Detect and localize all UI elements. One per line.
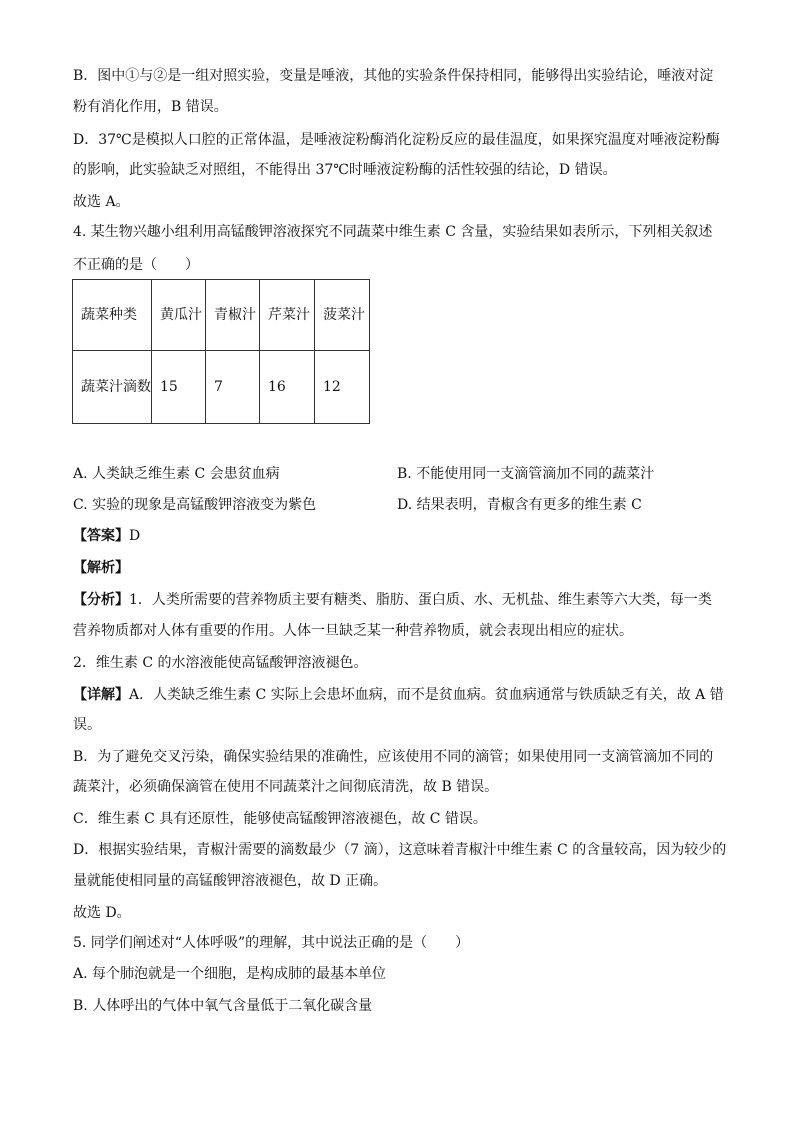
question-4-stem-end: 不正确的是（ ） xyxy=(73,257,199,273)
option-b: B. 不能使用同一支滴管滴加不同的蔬菜汁 xyxy=(397,466,655,482)
table-cell: 16 xyxy=(260,351,315,424)
text-line: C．维生素 C 具有还原性，能够使高锰酸钾溶液褪色，故 C 错误。 xyxy=(73,811,487,827)
text-line: 故选 D。 xyxy=(73,905,131,921)
fenxi-text: 1．人类所需要的营养物质主要有糖类、脂肪、蛋白质、水、无机盐、维生素等六大类，每一类 xyxy=(129,592,712,608)
vegetable-table xyxy=(72,279,370,424)
question-4-stem: 4. 某生物兴趣小组利用高锰酸钾溶液探究不同蔬菜中维生素 C 含量，实验结果如表所示，下列相关叙述 xyxy=(73,224,713,240)
option-d: D. 结果表明，青椒含有更多的维生素 C xyxy=(397,497,642,513)
table-cell: 15 xyxy=(152,351,206,424)
text-line: 蔬菜汁，必须确保滴管在使用不同蔬菜汁之间彻底清洗，故 B 错误。 xyxy=(73,779,499,795)
table-header-cell: 蔬菜种类 xyxy=(73,280,152,351)
text-line: 营养物质都对人体有重要的作用。人体一旦缺乏某一种营养物质，就会表现出相应的症状。 xyxy=(73,623,633,639)
table-header-cell: 菠菜汁 xyxy=(315,280,370,351)
text-line: 的影响，此实验缺乏对照组，不能得出 37℃时唾液淀粉酶的活性较强的结论，D 错误。 xyxy=(73,162,617,178)
table-header-cell: 黄瓜汁 xyxy=(152,280,206,351)
q5-option-b: B. 人体呼出的气体中氧气含量低于二氧化碳含量 xyxy=(73,998,373,1014)
text-line: 2．维生素 C 的水溶液能使高锰酸钾溶液褪色。 xyxy=(73,655,368,671)
q5-option-a: A. 每个肺泡就是一个细胞，是构成肺的最基本单位 xyxy=(73,966,387,982)
fenxi-label: 【分析】 xyxy=(73,592,129,608)
detail-line xyxy=(73,685,733,705)
text-line: B．为了避免交叉污染，确保实验结果的准确性，应该使用不同的滴管；如果使用同一支滴管滴加不同的 xyxy=(73,749,714,765)
table-header-cell: 青椒汁 xyxy=(206,280,260,351)
answer-label: 【答案】 xyxy=(73,528,129,544)
text-line: D．37℃是模拟人口腔的正常体温，是唾液淀粉酶消化淀粉反应的最佳温度，如果探究温度对唾液淀粉酶 xyxy=(73,132,720,148)
table-header-cell: 芹菜汁 xyxy=(260,280,315,351)
table-cell: 12 xyxy=(315,351,370,424)
option-c: C. 实验的现象是高锰酸钾溶液变为紫色 xyxy=(73,497,317,513)
analysis-line xyxy=(73,590,733,610)
analysis-label: 【解析】 xyxy=(73,560,129,576)
text-line: D．根据实验结果，青椒汁需要的滴数最少（7 滴），这意味着青椒汁中维生素 C 的含量较高，因为较少的 xyxy=(73,842,727,858)
xiangjie-text: A．人类缺乏维生素 C 实际上会患坏血病，而不是贫血病。贫血病通常与铁质缺乏有关，故 A 错 xyxy=(129,687,724,703)
text-line: 粉有消化作用，B 错误。 xyxy=(73,99,228,115)
table-row xyxy=(73,280,370,351)
option-a: A. 人类缺乏维生素 C 会患贫血病 xyxy=(73,466,280,482)
text-line: 量就能使相同量的高锰酸钾溶液褪色，故 D 正确。 xyxy=(73,873,388,889)
text-line: B．图中①与②是一组对照实验，变量是唾液，其他的实验条件保持相同，能够得出实验结论，唾液对淀 xyxy=(73,68,714,84)
answer-line xyxy=(73,526,733,546)
answer-value: D xyxy=(129,528,141,544)
text-line: 误。 xyxy=(73,717,101,733)
table-cell: 7 xyxy=(206,351,260,424)
text-line: 故选 A。 xyxy=(73,194,130,210)
table-cell: 蔬菜汁滴数 xyxy=(73,351,152,424)
table-row xyxy=(73,351,370,424)
question-5-stem: 5. 同学们阐述对“人体呼吸”的理解，其中说法正确的是（ ） xyxy=(73,935,470,951)
xiangjie-label: 【详解】 xyxy=(73,687,129,703)
